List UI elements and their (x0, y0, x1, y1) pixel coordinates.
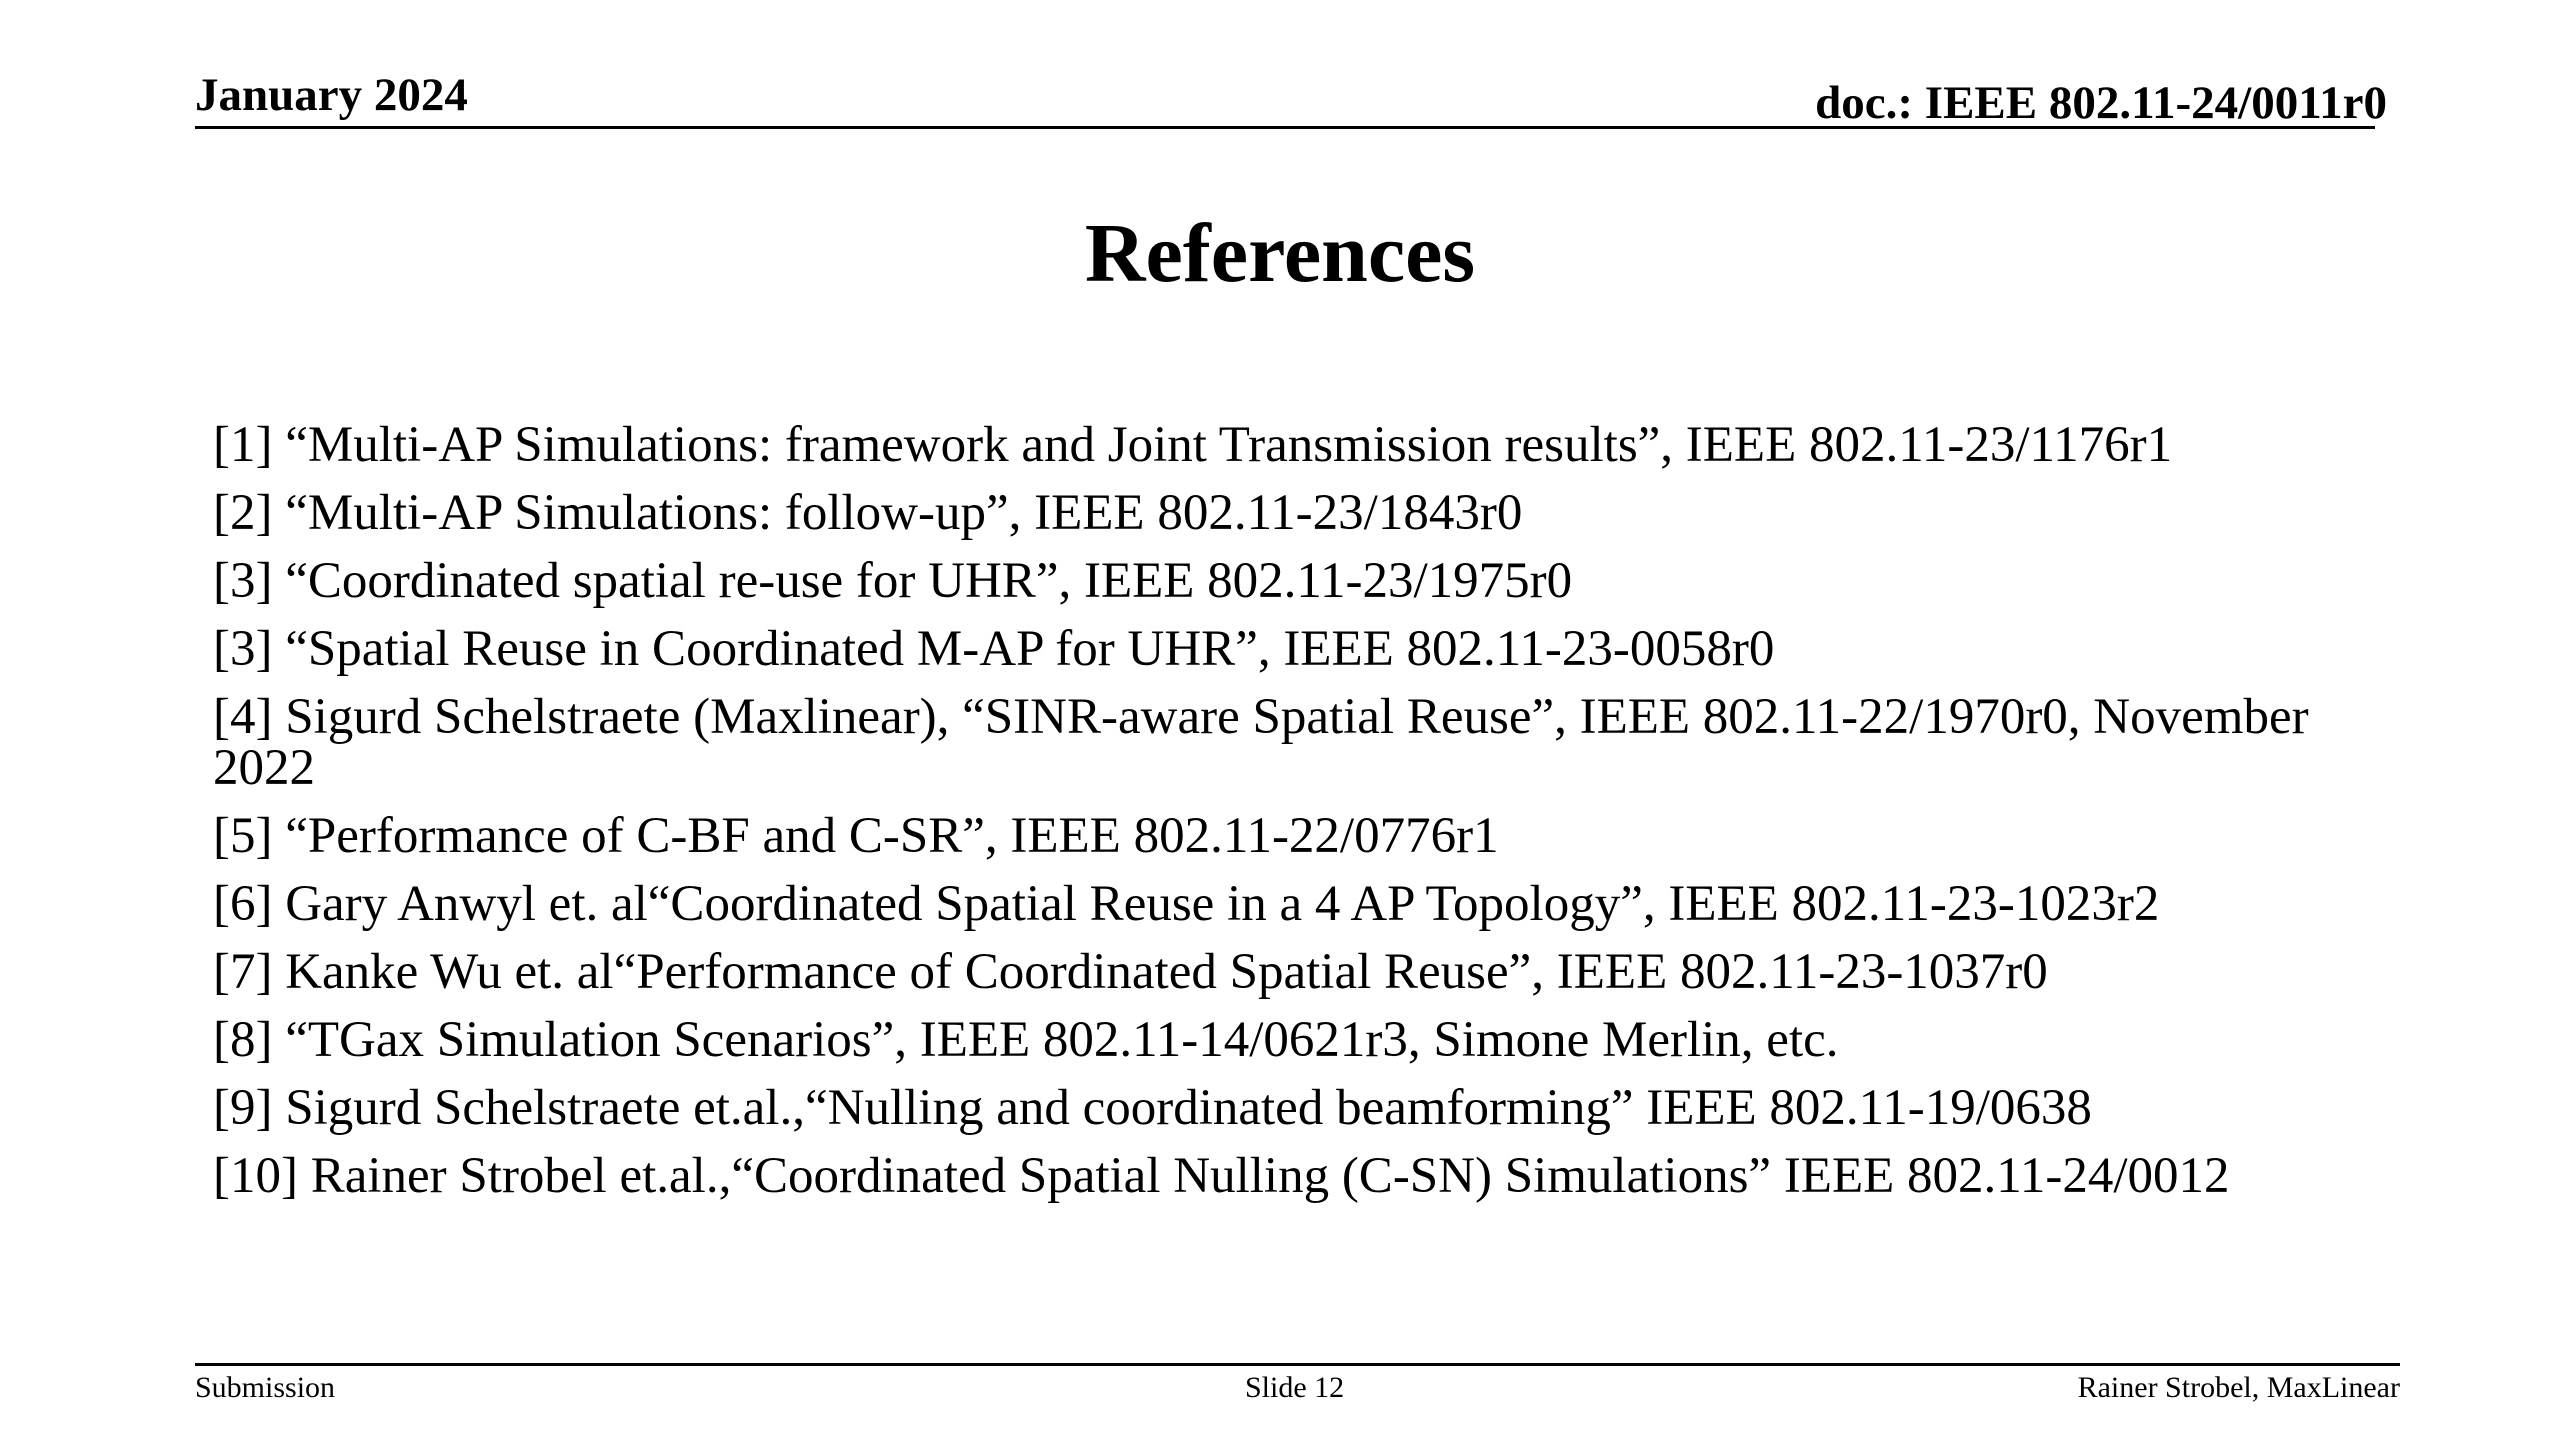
reference-item: [6] Gary Anwyl et. al“Coordinated Spatial Reuse in a 4 AP Topology”, IEEE 802.11-23-1023r2 (213, 876, 2160, 932)
reference-item: [10] Rainer Strobel et.al.,“Coordinated Spatial Nulling (C-SN) Simulations” IEEE 802.11-24/0012 (213, 1148, 2230, 1204)
slide-number: Slide 12 (1245, 1371, 1345, 1404)
header-date: January 2024 (195, 69, 468, 121)
reference-item: [2] “Multi-AP Simulations: follow-up”, IEEE 802.11-23/1843r0 (213, 485, 1523, 541)
reference-item: [9] Sigurd Schelstraete et.al.,“Nulling and coordinated beamforming” IEEE 802.11-19/0638 (213, 1080, 2092, 1136)
footer-submission: Submission (195, 1371, 336, 1404)
reference-item: [7] Kanke Wu et. al“Performance of Coordinated Spatial Reuse”, IEEE 802.11-23-1037r0 (213, 944, 2048, 1000)
reference-item: [8] “TGax Simulation Scenarios”, IEEE 802.11-14/0621r3, Simone Merlin, etc. (213, 1012, 1839, 1068)
header-doc-id: doc.: IEEE 802.11-24/0011r0 (1815, 77, 2387, 129)
reference-list (213, 417, 2413, 1219)
footer-author: Rainer Strobel, MaxLinear (2077, 1371, 2400, 1404)
slide-title: References (1084, 207, 1476, 300)
footer-divider (195, 1363, 2400, 1366)
reference-item: [5] “Performance of C-BF and C-SR”, IEEE 802.11-22/0776r1 (213, 808, 1499, 864)
header-divider (195, 126, 2375, 129)
reference-item: [1] “Multi-AP Simulations: framework and Joint Transmission results”, IEEE 802.11-23/1176r1 (213, 417, 2173, 473)
reference-item: [3] “Coordinated spatial re-use for UHR”, IEEE 802.11-23/1975r0 (213, 553, 1573, 609)
reference-item: [3] “Spatial Reuse in Coordinated M-AP for UHR”, IEEE 802.11-23-0058r0 (213, 621, 1775, 677)
reference-item: [4] Sigurd Schelstraete (Maxlinear), “SINR-aware Spatial Reuse”, IEEE 802.11-22/1970r0, November 2022 (213, 689, 2309, 796)
